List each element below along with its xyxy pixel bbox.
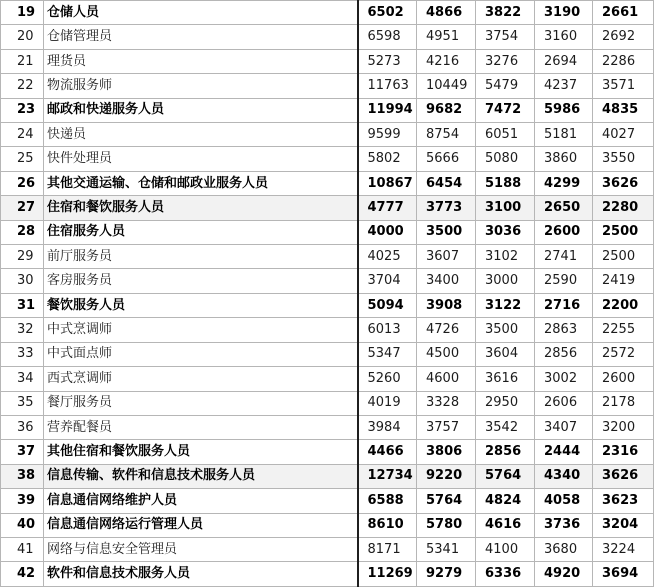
value-col-2: 4500	[417, 342, 476, 366]
value-col-1: 5347	[358, 342, 417, 366]
value-col-2: 5341	[417, 537, 476, 561]
value-col-1: 6013	[358, 318, 417, 342]
value-col-4: 4237	[535, 74, 593, 98]
row-index: 33	[1, 342, 44, 366]
value-col-1: 3984	[358, 415, 417, 439]
value-col-4: 4340	[535, 464, 593, 488]
value-col-1: 8610	[358, 513, 417, 537]
value-col-1: 5094	[358, 293, 417, 317]
table-row	[1, 49, 654, 73]
value-col-1: 3704	[358, 269, 417, 293]
occupation-name: 信息传输、软件和信息技术服务人员	[44, 464, 358, 488]
table-row	[1, 464, 654, 488]
value-col-5: 2572	[593, 342, 654, 366]
table-row	[1, 318, 654, 342]
value-col-4: 2444	[535, 440, 593, 464]
row-index: 25	[1, 147, 44, 171]
table-row	[1, 220, 654, 244]
value-col-1: 6502	[358, 1, 417, 25]
value-col-3: 3122	[476, 293, 535, 317]
occupation-name: 信息通信网络维护人员	[44, 489, 358, 513]
row-index: 30	[1, 269, 44, 293]
value-col-2: 4866	[417, 1, 476, 25]
table-row	[1, 25, 654, 49]
value-col-2: 3773	[417, 196, 476, 220]
value-col-3: 3616	[476, 367, 535, 391]
table-row	[1, 293, 654, 317]
value-col-1: 11763	[358, 74, 417, 98]
row-index: 28	[1, 220, 44, 244]
value-col-3: 5188	[476, 171, 535, 195]
value-col-2: 3908	[417, 293, 476, 317]
value-col-4: 2856	[535, 342, 593, 366]
value-col-3: 5080	[476, 147, 535, 171]
value-col-3: 2950	[476, 391, 535, 415]
value-col-5: 2280	[593, 196, 654, 220]
table-row	[1, 171, 654, 195]
row-index: 20	[1, 25, 44, 49]
value-col-2: 6454	[417, 171, 476, 195]
value-col-2: 3500	[417, 220, 476, 244]
value-col-2: 9279	[417, 562, 476, 586]
value-col-4: 2741	[535, 245, 593, 269]
table-row	[1, 513, 654, 537]
row-index: 32	[1, 318, 44, 342]
row-index: 22	[1, 74, 44, 98]
value-col-3: 5479	[476, 74, 535, 98]
value-col-2: 3757	[417, 415, 476, 439]
value-col-1: 8171	[358, 537, 417, 561]
value-col-4: 2863	[535, 318, 593, 342]
value-col-2: 3328	[417, 391, 476, 415]
occupation-name: 理货员	[44, 49, 358, 73]
value-col-3: 3000	[476, 269, 535, 293]
value-col-5: 3550	[593, 147, 654, 171]
table-row	[1, 269, 654, 293]
value-col-3: 6051	[476, 123, 535, 147]
value-col-1: 6598	[358, 25, 417, 49]
occupation-name: 仓储人员	[44, 1, 358, 25]
value-col-3: 3542	[476, 415, 535, 439]
row-index: 19	[1, 1, 44, 25]
table-row	[1, 367, 654, 391]
value-col-5: 4027	[593, 123, 654, 147]
value-col-5: 3200	[593, 415, 654, 439]
value-col-2: 3806	[417, 440, 476, 464]
value-col-4: 3160	[535, 25, 593, 49]
value-col-1: 9599	[358, 123, 417, 147]
occupation-name: 前厅服务员	[44, 245, 358, 269]
value-col-5: 2255	[593, 318, 654, 342]
row-index: 23	[1, 98, 44, 122]
row-index: 41	[1, 537, 44, 561]
value-col-3: 6336	[476, 562, 535, 586]
value-col-2: 3400	[417, 269, 476, 293]
table-row	[1, 391, 654, 415]
value-col-3: 3276	[476, 49, 535, 73]
value-col-2: 4600	[417, 367, 476, 391]
value-col-1: 11994	[358, 98, 417, 122]
value-col-2: 3607	[417, 245, 476, 269]
occupation-name: 西式烹调师	[44, 367, 358, 391]
table-row	[1, 196, 654, 220]
value-col-4: 2716	[535, 293, 593, 317]
value-col-4: 2600	[535, 220, 593, 244]
value-col-5: 2316	[593, 440, 654, 464]
value-col-3: 7472	[476, 98, 535, 122]
occupation-name: 软件和信息技术服务人员	[44, 562, 358, 586]
value-col-2: 8754	[417, 123, 476, 147]
value-col-4: 5181	[535, 123, 593, 147]
row-index: 27	[1, 196, 44, 220]
table-row	[1, 537, 654, 561]
value-col-5: 2500	[593, 220, 654, 244]
occupation-name: 邮政和快递服务人员	[44, 98, 358, 122]
value-col-3: 3754	[476, 25, 535, 49]
table-row	[1, 415, 654, 439]
value-col-3: 3604	[476, 342, 535, 366]
value-col-4: 3002	[535, 367, 593, 391]
occupation-name: 客房服务员	[44, 269, 358, 293]
value-col-1: 5260	[358, 367, 417, 391]
value-col-5: 3694	[593, 562, 654, 586]
value-col-5: 2178	[593, 391, 654, 415]
value-col-5: 4835	[593, 98, 654, 122]
value-col-3: 3100	[476, 196, 535, 220]
row-index: 26	[1, 171, 44, 195]
table-row	[1, 489, 654, 513]
value-col-2: 5666	[417, 147, 476, 171]
value-col-1: 4019	[358, 391, 417, 415]
row-index: 38	[1, 464, 44, 488]
value-col-4: 2650	[535, 196, 593, 220]
value-col-3: 2856	[476, 440, 535, 464]
value-col-4: 3736	[535, 513, 593, 537]
value-col-5: 2286	[593, 49, 654, 73]
value-col-1: 10867	[358, 171, 417, 195]
value-col-2: 9682	[417, 98, 476, 122]
value-col-4: 5986	[535, 98, 593, 122]
value-col-4: 4920	[535, 562, 593, 586]
occupation-name: 其他住宿和餐饮服务人员	[44, 440, 358, 464]
value-col-1: 4466	[358, 440, 417, 464]
value-col-3: 4824	[476, 489, 535, 513]
value-col-5: 2500	[593, 245, 654, 269]
value-col-4: 2606	[535, 391, 593, 415]
value-col-5: 2200	[593, 293, 654, 317]
row-index: 39	[1, 489, 44, 513]
occupation-name: 其他交通运输、仓储和邮政业服务人员	[44, 171, 358, 195]
value-col-5: 3204	[593, 513, 654, 537]
table-row	[1, 123, 654, 147]
table-row	[1, 147, 654, 171]
value-col-5: 2419	[593, 269, 654, 293]
row-index: 29	[1, 245, 44, 269]
row-index: 42	[1, 562, 44, 586]
occupation-name: 住宿服务人员	[44, 220, 358, 244]
value-col-4: 3860	[535, 147, 593, 171]
value-col-5: 3626	[593, 464, 654, 488]
table-row	[1, 562, 654, 586]
occupation-name: 物流服务师	[44, 74, 358, 98]
value-col-2: 5780	[417, 513, 476, 537]
table-row	[1, 245, 654, 269]
value-col-4: 3190	[535, 1, 593, 25]
value-col-5: 3623	[593, 489, 654, 513]
value-col-5: 3571	[593, 74, 654, 98]
table-row	[1, 1, 654, 25]
row-index: 36	[1, 415, 44, 439]
row-index: 40	[1, 513, 44, 537]
occupation-name: 中式面点师	[44, 342, 358, 366]
value-col-3: 3102	[476, 245, 535, 269]
value-col-4: 4058	[535, 489, 593, 513]
value-col-5: 2600	[593, 367, 654, 391]
value-col-5: 3224	[593, 537, 654, 561]
occupation-name: 快递员	[44, 123, 358, 147]
occupation-name: 营养配餐员	[44, 415, 358, 439]
value-col-4: 3680	[535, 537, 593, 561]
occupation-name: 网络与信息安全管理员	[44, 537, 358, 561]
row-index: 24	[1, 123, 44, 147]
occupation-name: 中式烹调师	[44, 318, 358, 342]
value-col-1: 5273	[358, 49, 417, 73]
occupation-name: 信息通信网络运行管理人员	[44, 513, 358, 537]
value-col-3: 3036	[476, 220, 535, 244]
value-col-4: 2590	[535, 269, 593, 293]
row-index: 37	[1, 440, 44, 464]
value-col-2: 5764	[417, 489, 476, 513]
table-row	[1, 440, 654, 464]
value-col-1: 12734	[358, 464, 417, 488]
value-col-2: 4216	[417, 49, 476, 73]
occupation-name: 住宿和餐饮服务人员	[44, 196, 358, 220]
row-index: 34	[1, 367, 44, 391]
table-row	[1, 342, 654, 366]
row-index: 35	[1, 391, 44, 415]
table-row	[1, 98, 654, 122]
value-col-3: 3822	[476, 1, 535, 25]
wage-table-body	[1, 1, 654, 587]
value-col-5: 3626	[593, 171, 654, 195]
value-col-2: 10449	[417, 74, 476, 98]
value-col-2: 4726	[417, 318, 476, 342]
table-row	[1, 74, 654, 98]
value-col-4: 3407	[535, 415, 593, 439]
value-col-2: 4951	[417, 25, 476, 49]
value-col-5: 2661	[593, 1, 654, 25]
value-col-3: 4100	[476, 537, 535, 561]
value-col-4: 4299	[535, 171, 593, 195]
value-col-1: 5802	[358, 147, 417, 171]
value-col-4: 2694	[535, 49, 593, 73]
value-col-1: 11269	[358, 562, 417, 586]
occupation-name: 快件处理员	[44, 147, 358, 171]
value-col-3: 3500	[476, 318, 535, 342]
occupation-name: 餐饮服务人员	[44, 293, 358, 317]
value-col-1: 4025	[358, 245, 417, 269]
occupation-name: 仓储管理员	[44, 25, 358, 49]
row-index: 21	[1, 49, 44, 73]
row-index: 31	[1, 293, 44, 317]
value-col-1: 6588	[358, 489, 417, 513]
value-col-3: 4616	[476, 513, 535, 537]
value-col-2: 9220	[417, 464, 476, 488]
occupation-name: 餐厅服务员	[44, 391, 358, 415]
value-col-5: 2692	[593, 25, 654, 49]
value-col-3: 5764	[476, 464, 535, 488]
value-col-1: 4000	[358, 220, 417, 244]
value-col-1: 4777	[358, 196, 417, 220]
